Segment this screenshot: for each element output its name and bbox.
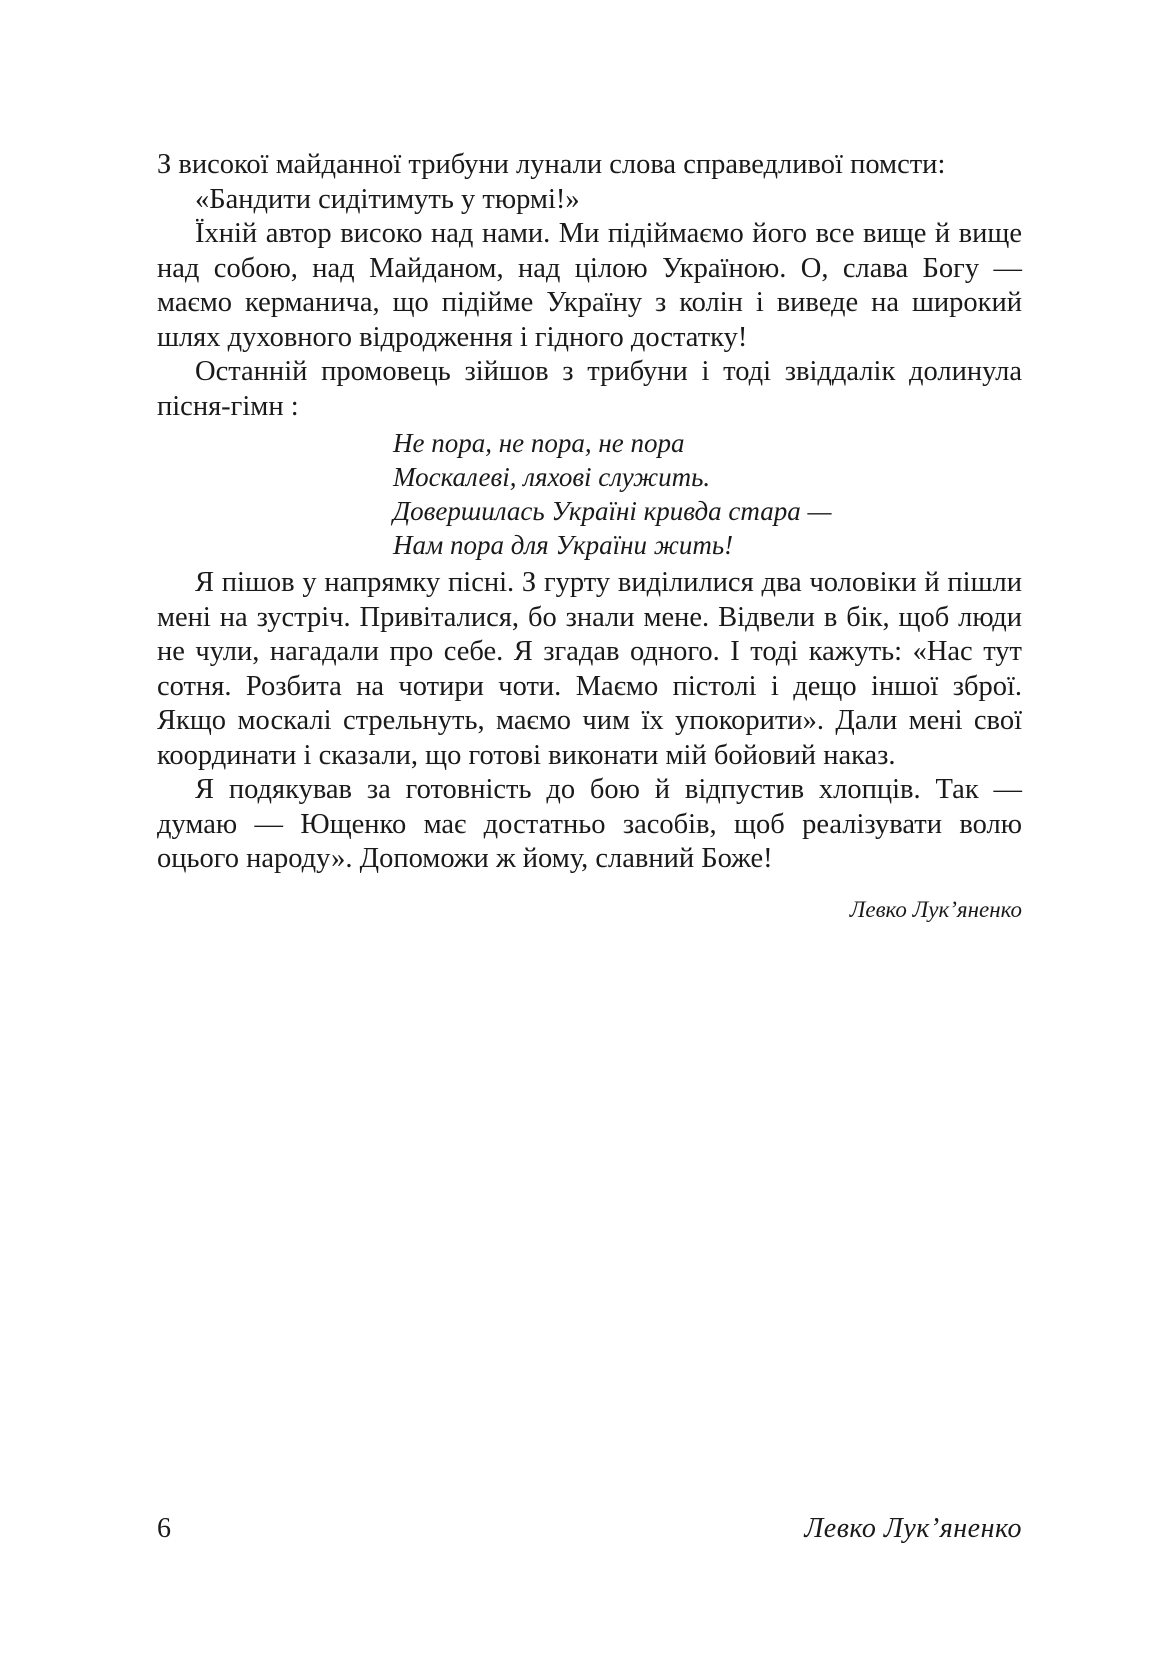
paragraph-quote: «Бандити сидітимуть у тюрмі!» <box>195 183 580 215</box>
poem-line: Довершилась Україні кривда стара — <box>393 496 832 526</box>
paragraph: З високої майданної трибуни лунали слова справедливої помсти: <box>157 149 946 180</box>
signature: Левко Лук’яненко <box>849 896 1022 922</box>
paragraph: Я подякував за готовність до бою й відпустив хлопців. Так — думаю — Ющенко має достатньо засобів, щоб реалізувати волю оцього народу». Допоможи ж йому, славний Боже! <box>157 774 1022 874</box>
paragraph: Їхній автор високо над нами. Ми підіймаємо його все вище й вище над собою, над Майданом, над цілою Україною. О, слава Богу — маємо керманича, що підійме Україну з колін і виведе на широкий шлях духовного відродження і гідного достатку! <box>157 218 1022 353</box>
poem-excerpt <box>393 426 1022 562</box>
page-number: 6 <box>157 1513 171 1544</box>
running-footer-author: Левко Лук’яненко <box>804 1513 1022 1544</box>
page-body <box>157 148 1022 925</box>
paragraph: Останній промовець зійшов з трибуни і тоді звіддалік долинула пісня-гімн : <box>157 356 1022 422</box>
poem-line: Не пора, не пора, не пора <box>393 428 685 458</box>
paragraph: Я пішов у напрямку пісні. З гурту виділилися два чоловіки й пішли мені на зустріч. Привіталися, бо знали мене. Відвели в бік, щоб люди не чули, нагадали про себе. Я згадав одного. І тоді кажуть: «Нас тут сотня. Розбита на чотири чоти. Маємо пістолі і дещо іншої зброї. Якщо москалі стрельнуть, маємо чим їх упокорити». Дали мені свої координати і сказали, що готові виконати мій бойовий наказ. <box>157 567 1022 771</box>
poem-line: Москалеві, ляхові служить. <box>393 462 711 492</box>
poem-line: Нам пора для України жить! <box>393 530 734 560</box>
